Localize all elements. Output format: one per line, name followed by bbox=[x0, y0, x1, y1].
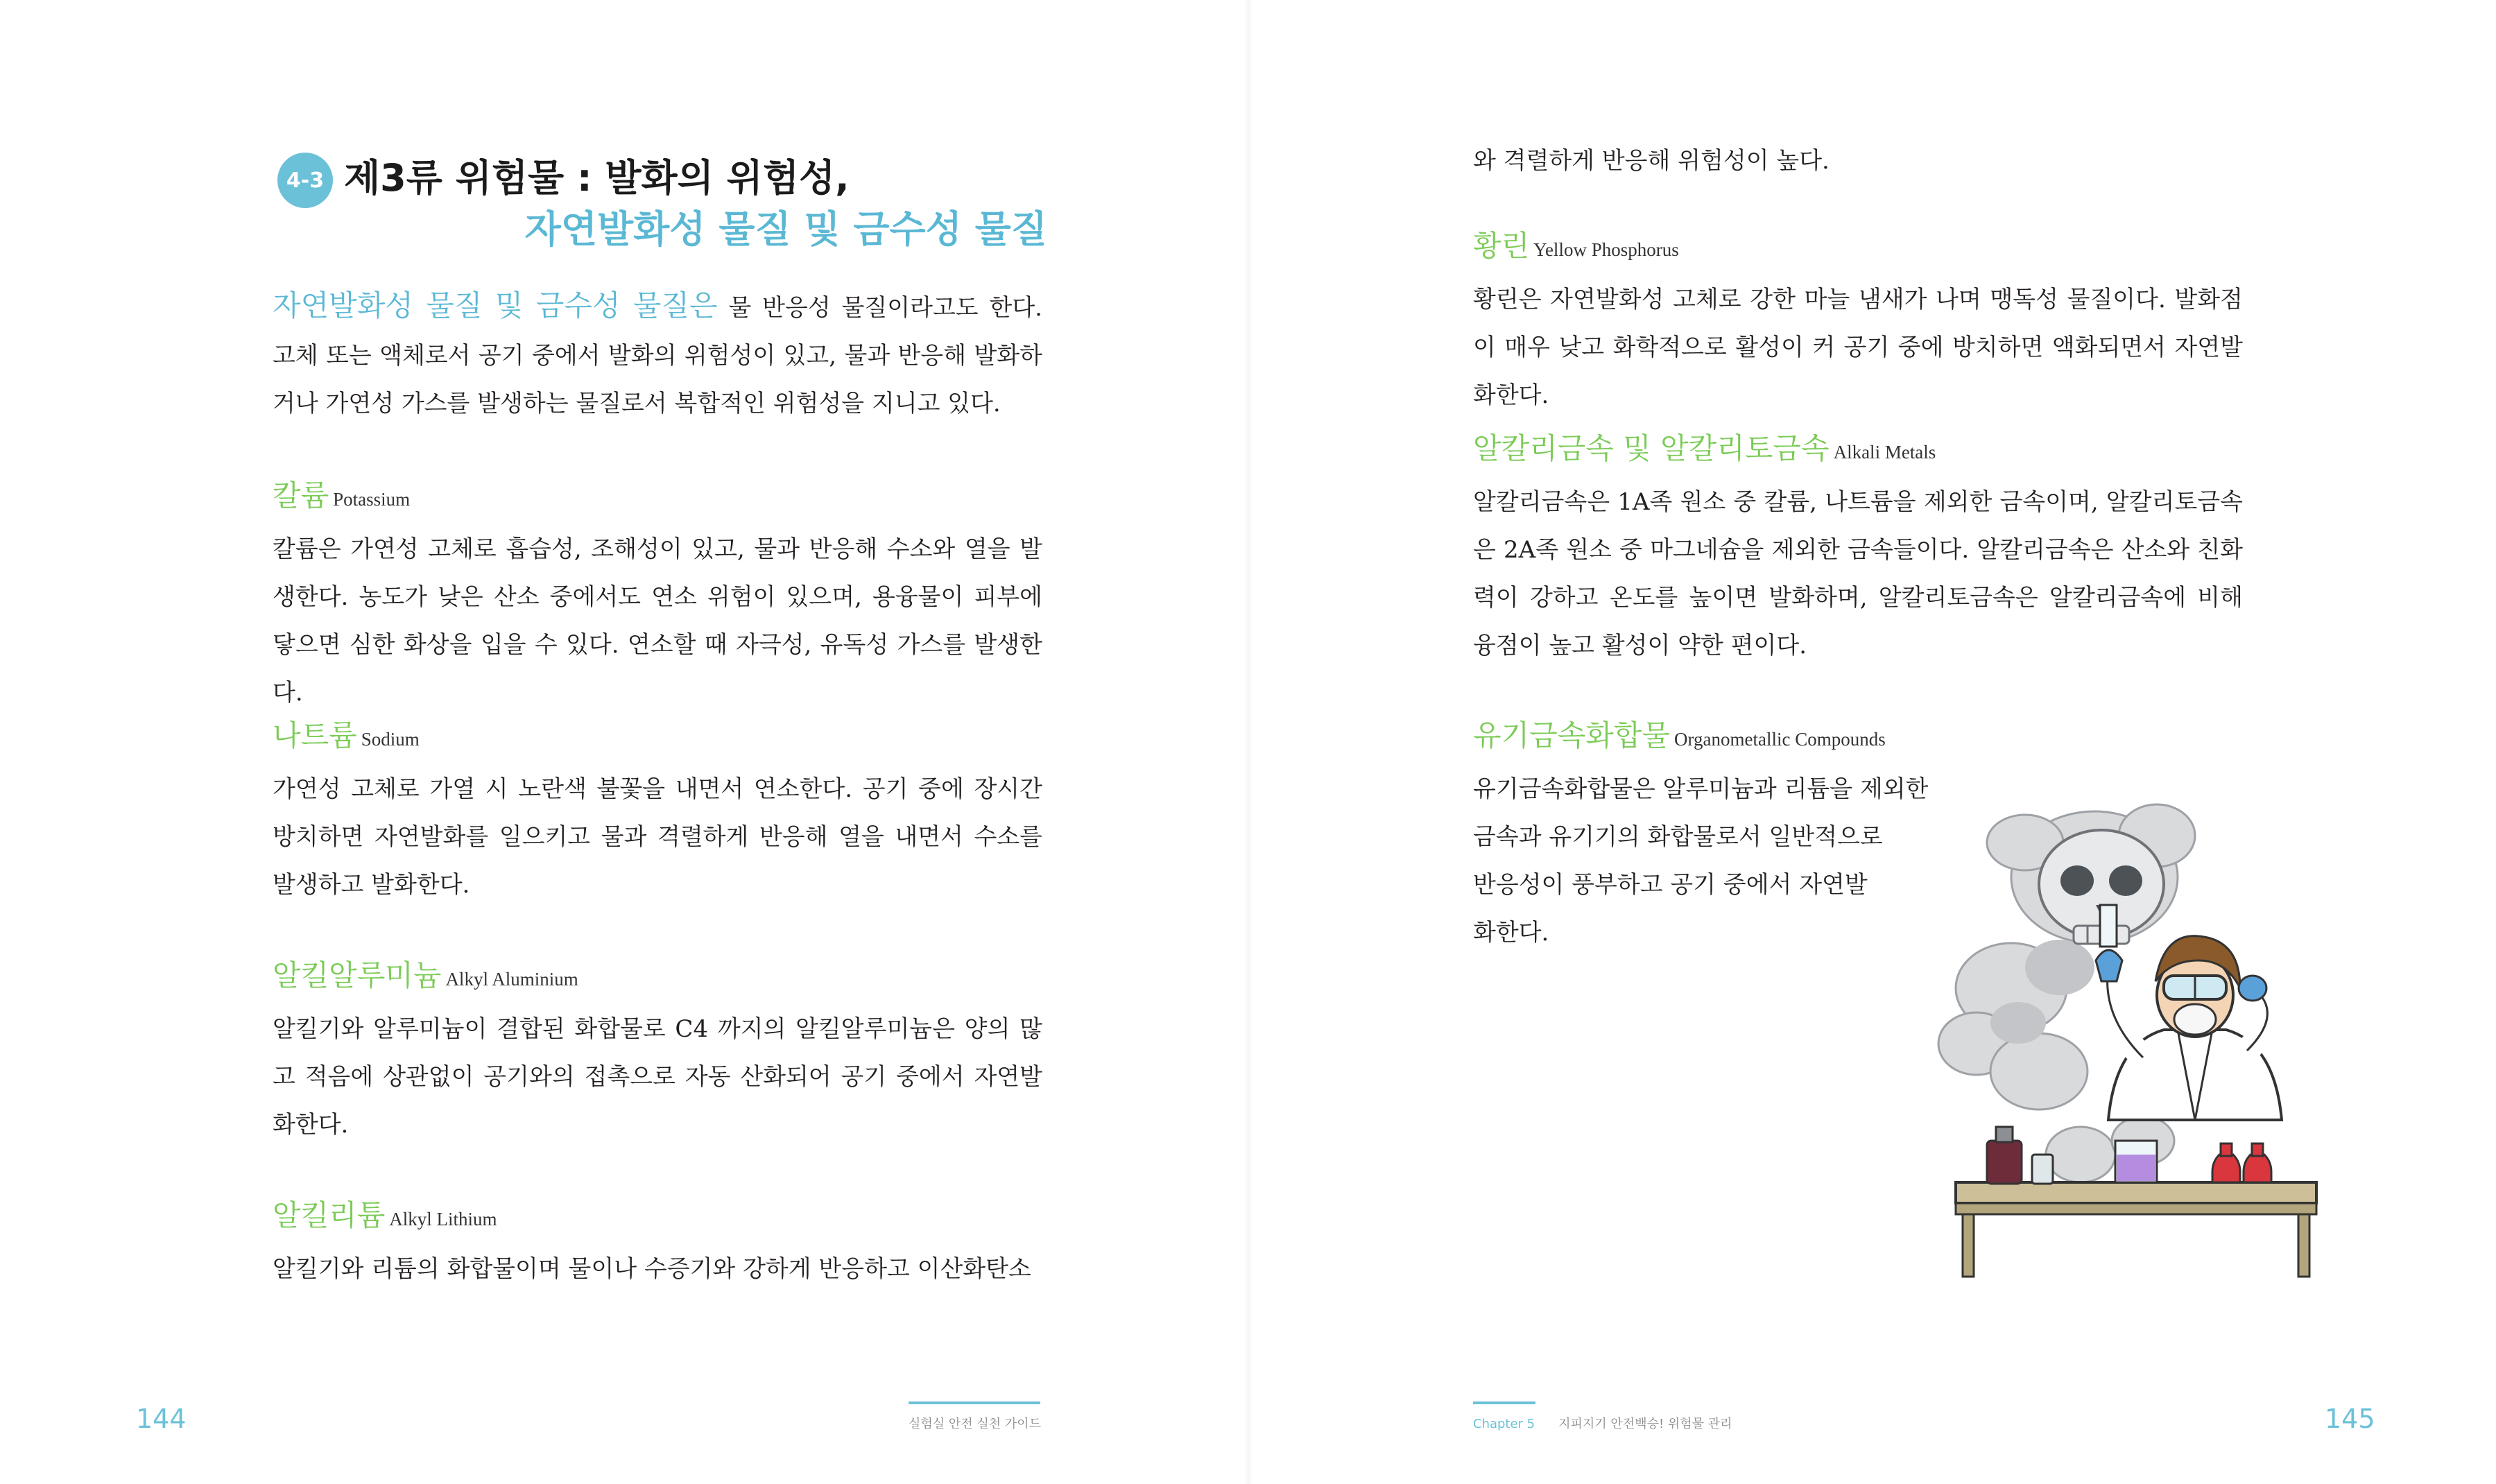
section-heading bbox=[273, 954, 1042, 997]
body-line: 반응성이 풍부하고 공기 중에서 자연발 bbox=[1473, 871, 1868, 899]
section-alkyl-aluminium bbox=[273, 954, 1042, 1149]
heading-korean: 알킬알루미늄 bbox=[273, 958, 442, 992]
section-heading bbox=[273, 1194, 1042, 1237]
heading-korean: 유기금속화합물 bbox=[1473, 718, 1671, 752]
chapter-label: Chapter 5 bbox=[1473, 1417, 1535, 1431]
body-line: 유기금속화합물은 알루미늄과 리튬을 제외한 bbox=[1473, 775, 1929, 803]
scientist-illustration bbox=[1935, 794, 2337, 1300]
section-sodium bbox=[273, 714, 1042, 909]
section-alkali-metals bbox=[1473, 427, 2243, 670]
running-title-left: 실험실 안전 실천 가이드 bbox=[909, 1417, 1042, 1431]
body-line: 금속과 유기기의 화합물로서 일반적으로 bbox=[1473, 823, 1883, 851]
section-body: 알킬기와 리튬의 화합물이며 물이나 수증기와 강하게 반응하고 이산화탄소 bbox=[273, 1255, 1031, 1283]
running-title-right bbox=[1473, 1414, 1732, 1432]
footer-rule-left bbox=[909, 1401, 1040, 1404]
heading-english: Potassium bbox=[333, 489, 411, 510]
heading-english: Sodium bbox=[361, 729, 420, 750]
section-yellow-phosphorus bbox=[1473, 225, 2243, 420]
section-body: 알킬기와 알루미늄이 결합된 화합물로 C4 까지의 알킬알루미늄은 양의 많고 적음에 상관없이 공기와의 접촉으로 자동 산화되어 공기 중에서 자연발화한다. bbox=[273, 1015, 1042, 1139]
title-line-2: 자연발화성 물질 및 금수성 물질 bbox=[524, 207, 1047, 251]
section-organometallic bbox=[1473, 714, 1945, 957]
page-gutter bbox=[1244, 0, 1253, 1484]
section-potassium bbox=[273, 474, 1042, 717]
heading-english: Organometallic Compounds bbox=[1674, 729, 1886, 750]
footer-rule-right bbox=[1473, 1401, 1535, 1404]
section-body: 칼륨은 가연성 고체로 흡습성, 조해성이 있고, 물과 반응해 수소와 열을 발생한다. 농도가 낮은 산소 중에서도 연소 위험이 있으며, 용융물이 피부에 닿으면 심한 화상을 입을 수 있다. 연소할 때 자극성, 유독성 가스를 발생한다. bbox=[273, 535, 1042, 707]
heading-english: Alkali Metals bbox=[1833, 442, 1936, 463]
intro-lead: 자연발화성 물질 및 금수성 물질은 bbox=[273, 288, 718, 322]
section-body bbox=[1473, 766, 1945, 957]
title-line-1: 제3류 위험물 : 발화의 위험성, bbox=[344, 156, 850, 200]
section-heading bbox=[273, 714, 1042, 757]
continuation-text: 와 격렬하게 반응해 위험성이 높다. bbox=[1473, 147, 1830, 175]
section-body: 알칼리금속은 1A족 원소 중 칼륨, 나트륨을 제외한 금속이며, 알칼리토금속은 2A족 원소 중 마그네슘을 제외한 금속들이다. 알칼리금속은 산소와 친화력이 강하고 온도를 높이면 발화하며, 알칼리토금속은 알칼리금속에 비해 융점이 높고 활성이 약한 편이다. bbox=[1473, 488, 2243, 659]
chapter-title bbox=[277, 147, 1047, 258]
chapter-title-running: 지피지기 안전백승! 위험물 관리 bbox=[1558, 1417, 1732, 1431]
intro-paragraph bbox=[273, 282, 1042, 428]
section-heading bbox=[1473, 427, 2243, 470]
section-heading bbox=[1473, 225, 2243, 268]
heading-korean: 나트륨 bbox=[273, 718, 357, 752]
heading-korean: 알킬리튬 bbox=[273, 1198, 386, 1232]
section-body: 가연성 고체로 가열 시 노란색 불꽃을 내면서 연소한다. 공기 중에 장시간 방치하면 자연발화를 일으키고 물과 격렬하게 반응해 열을 내면서 수소를 발생하고 발화한다. bbox=[273, 775, 1042, 899]
section-heading bbox=[273, 474, 1042, 517]
heading-korean: 알칼리금속 및 알칼리토금속 bbox=[1473, 431, 1830, 465]
heading-korean: 황린 bbox=[1473, 229, 1530, 263]
heading-english: Alkyl Lithium bbox=[389, 1209, 497, 1230]
page-number-left: 144 bbox=[136, 1404, 187, 1434]
section-body: 황린은 자연발화성 고체로 강한 마늘 냄새가 나며 맹독성 물질이다. 발화점이 매우 낮고 화학적으로 활성이 커 공기 중에 방치하면 액화되면서 자연발화한다. bbox=[1473, 286, 2243, 409]
section-heading bbox=[1473, 714, 1945, 757]
heading-korean: 칼륨 bbox=[273, 478, 329, 512]
body-line: 화한다. bbox=[1473, 919, 1549, 947]
page-number-right: 145 bbox=[2325, 1404, 2375, 1434]
heading-english: Alkyl Aluminium bbox=[445, 969, 578, 990]
section-number-badge: 4-3 bbox=[277, 153, 333, 208]
intro-text: 물 반응성 물질이라고도 한다. 고체 또는 액체로서 공기 중에서 발화의 위험성이 있고, 물과 반응해 발화하거나 가연성 가스를 발생하는 물질로서 복합적인 위험성을 지니고 있다. bbox=[273, 294, 1042, 417]
heading-english: Yellow Phosphorus bbox=[1533, 239, 1679, 260]
section-alkyl-lithium bbox=[273, 1194, 1042, 1293]
